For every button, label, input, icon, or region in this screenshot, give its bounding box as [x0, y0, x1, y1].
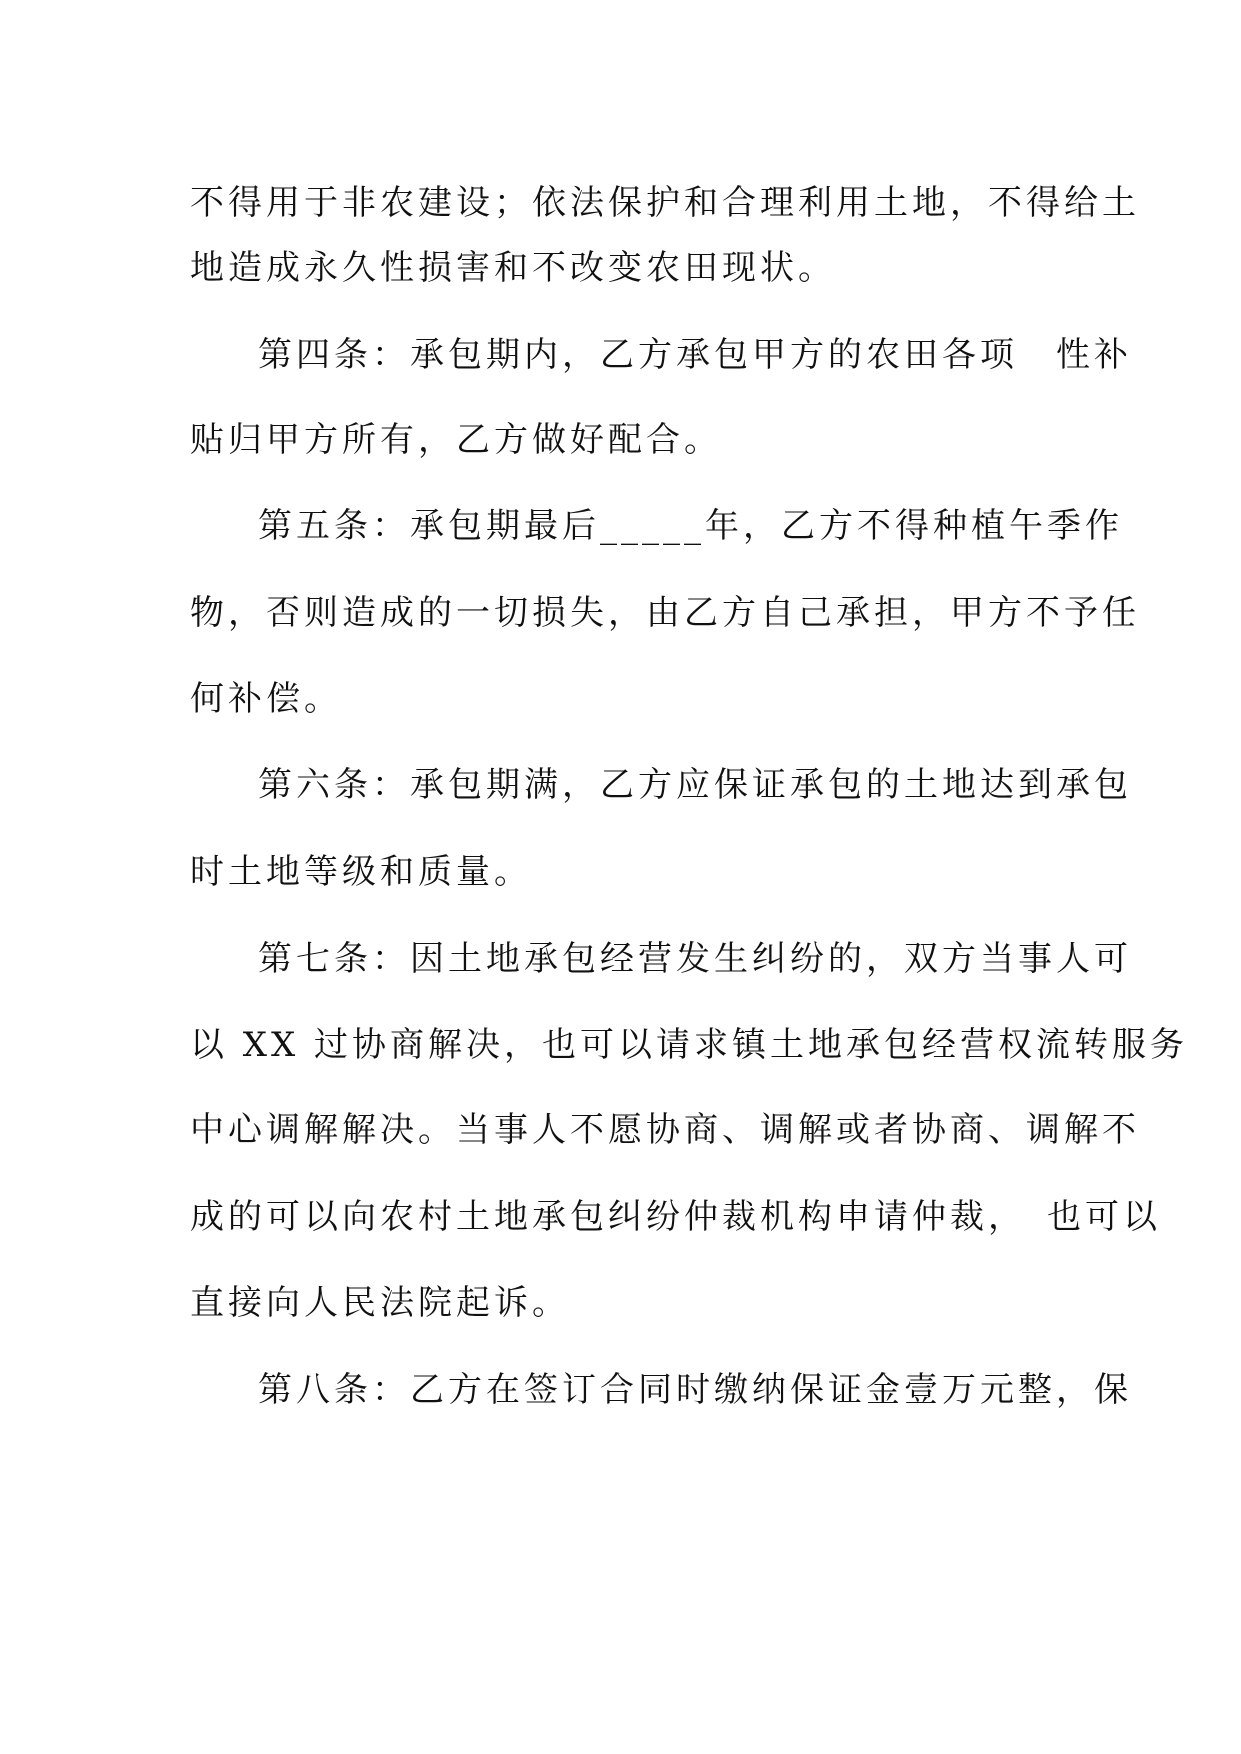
clause-6-line: 第六条：承包期满，乙方应保证承包的土地达到承包 [258, 765, 1132, 805]
clause-8-line: 第八条：乙方在签订合同时缴纳保证金壹万元整，保 [258, 1370, 1132, 1410]
clause-7-line: 第七条：因土地承包经营发生纠纷的，双方当事人可 [258, 939, 1132, 979]
text-line: 地造成永久性损害和不改变农田现状。 [190, 248, 836, 288]
text-line: 贴归甲方所有，乙方做好配合。 [190, 420, 722, 460]
clause-4-line: 第四条：承包期内，乙方承包甲方的农田各项 性补 [258, 335, 1132, 375]
text-line: 物，否则造成的一切损失，由乙方自己承担，甲方不予任 [190, 593, 1140, 633]
text-line: 何补偿。 [190, 679, 342, 719]
text-line: 成的可以向农村土地承包纠纷仲裁机构申请仲裁， 也可以 [190, 1197, 1161, 1237]
text-line: 以 XX 过协商解决，也可以请求镇土地承包经营权流转服务 [190, 1025, 1189, 1065]
text-line: 直接向人民法院起诉。 [190, 1283, 570, 1323]
text-line: 不得用于非农建设；依法保护和合理利用土地，不得给土 [190, 183, 1140, 223]
text-line: 中心调解解决。当事人不愿协商、调解或者协商、调解不 [190, 1110, 1140, 1150]
clause-5-line: 第五条：承包期最后_____年，乙方不得种植午季作 [258, 506, 1123, 546]
text-line: 时土地等级和质量。 [190, 852, 532, 892]
